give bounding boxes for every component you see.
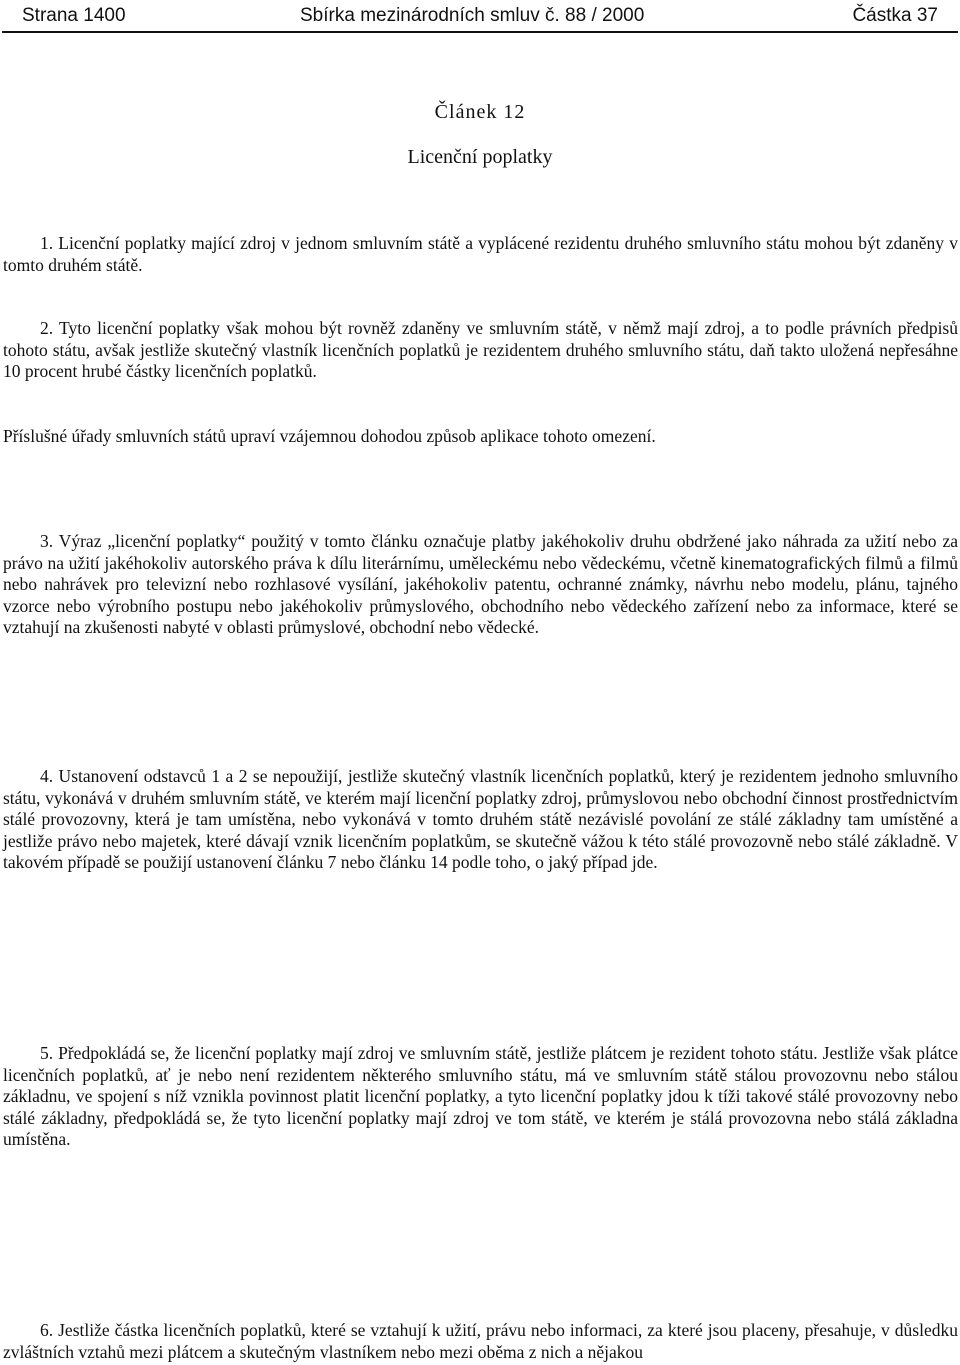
paragraph-4: 4. Ustanovení odstavců 1 a 2 se nepoužijí, jestliže skutečný vlastník licenčních poplatků, který je rezidentem jednoho smluvního státu, vykonává v druhém smluvním státě, ve kterém mají licenční poplatky zdroj, průmyslovou nebo obchodní činnost prostřednictvím stálé provozovny, která je tam umístěna, nebo vykonává v tomto druhém státě nezávislé povolání ze stálé základny tam umístěné a jestliže právo nebo majetek, které dávají vznik licenčním poplatkům, se skutečně vážou k této stálé provozovně nebo stálé základně. V takovém případě se použijí ustanovení článku 7 nebo článku 14 podle toho, o jaký případ jde. (3, 766, 958, 872)
article-number: Článek 12 (434, 101, 526, 123)
page-header (0, 0, 960, 32)
paragraph-3: 3. Výraz „licenční poplatky“ použitý v tomto článku označuje platby jakéhokoliv druhu obdržené jako náhrada za užití nebo za právo na užití jakéhokoliv autorského práva k dílu literárnímu, uměleckému nebo vědeckému, včetně kinematografických filmů a filmů nebo nahrávek pro televizní nebo rozhlasové vysílání, jakéhokoliv patentu, ochranné známky, návrhu nebo modelu, plánu, tajného vzorce nebo výrobního postupu nebo jakéhokoliv průmyslového, obchodního nebo vědeckého zařízení nebo za informace, které se vztahují na zkušenosti nabyté v oblasti průmyslové, obchodní nebo vědecké. (3, 531, 958, 637)
collection-title: Sbírka mezinárodních smluv č. 88 / 2000 (300, 5, 645, 26)
article-title: Licenční poplatky (407, 146, 553, 168)
paragraph-6: 6. Jestliže částka licenčních poplatků, které se vztahují k užití, právu nebo informaci, za které jsou placeny, přesahuje, v důsledku zvláštních vztahů mezi plátcem a skutečným vlastníkem nebo mezi oběma z nich a nějakou (3, 1320, 958, 1362)
header-rule (2, 31, 958, 33)
paragraph-1: 1. Licenční poplatky mající zdroj v jednom smluvním státě a vyplácené rezidentu druhého smluvního státu mohou být zdaněny v tomto druhém státě. (3, 233, 958, 275)
page-number: Strana 1400 (22, 5, 126, 26)
issue-number: Částka 37 (852, 5, 938, 26)
paragraph-2: 2. Tyto licenční poplatky však mohou být rovněž zdaněny ve smluvním státě, v němž mají zdroj, a to podle právních předpisů tohoto státu, avšak jestliže skutečný vlastník licenčních poplatků je rezidentem druhého smluvního státu, daň takto uložená nepřesáhne 10 procent hrubé částky licenčních poplatků. (3, 318, 958, 381)
paragraph-2-note: Příslušné úřady smluvních států upraví vzájemnou dohodou způsob aplikace tohoto omezení. (3, 426, 656, 446)
paragraph-5: 5. Předpokládá se, že licenční poplatky mají zdroj ve smluvním státě, jestliže plátcem je rezident tohoto státu. Jestliže však plátce licenčních poplatků, ať je nebo není rezidentem některého smluvního státu, má ve smluvním státě stálou provozovnu nebo stálou základnu, ve spojení s níž vznikla povinnost platit licenční poplatky, a tyto licenční poplatky jdou k tíži takové stálé provozovny nebo stálé základny, předpokládá se, že tyto licenční poplatky mají zdroj ve tom státě, ve kterém je stálá provozovna nebo stálá základna umístěna. (3, 1043, 958, 1149)
